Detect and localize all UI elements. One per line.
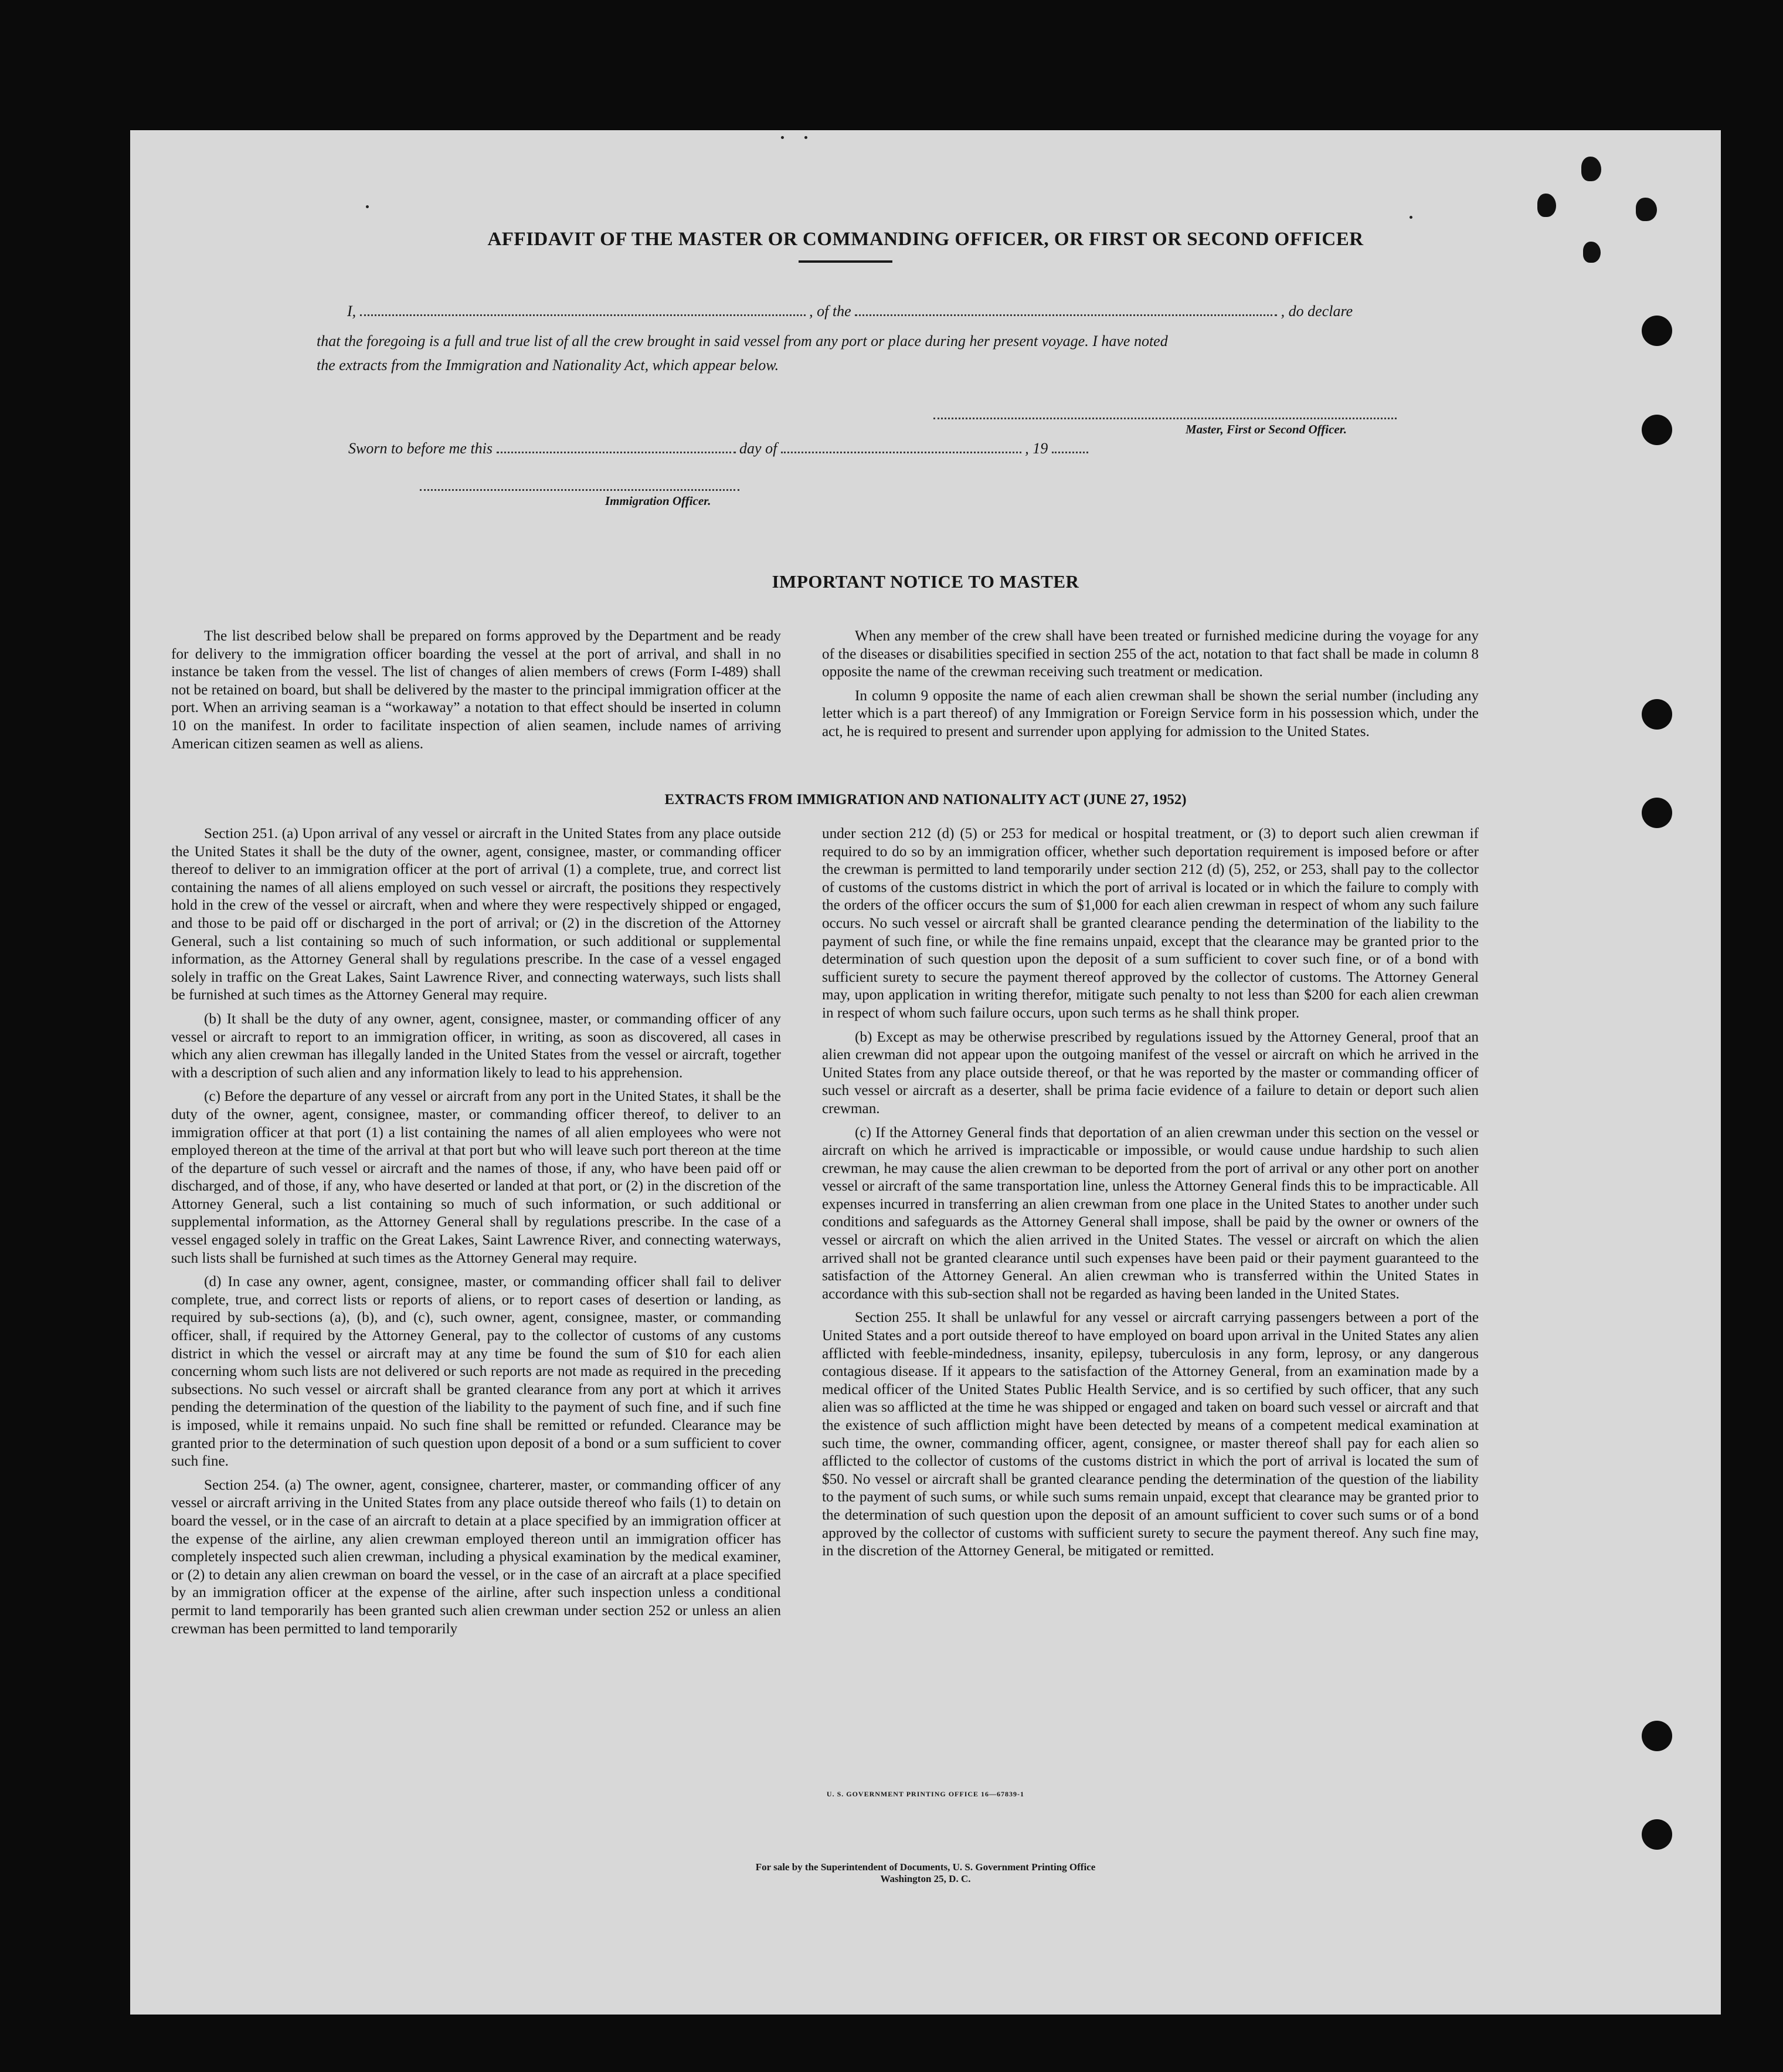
- ink-blot: [1537, 194, 1556, 217]
- sworn-label: Sworn to before me this: [348, 440, 493, 457]
- notice-left-paragraph: The list described below shall be prepared on forms approved by the Department and be ready for delivery to the immigration officer boarding the vessel at the port of arrival, and shall in no instance be taken from the vessel. The list of changes of alien members of crews (Form I-489) shall not be retained on board, but shall be delivered by the master to the principal immigration officer at the port. When an arriving seaman is a “workaway” a notation to that effect should be inserted in column 10 on the manifest. In order to facilitate inspection of alien seamen, include names of arriving American citizen seamen as well as aliens.: [171, 628, 781, 752]
- binder-hole: [1642, 1819, 1672, 1850]
- affidavit-i-label: I,: [347, 303, 356, 320]
- printer-imprint: U. S. GOVERNMENT PRINTING OFFICE 16—67839-1: [826, 1790, 1025, 1798]
- speck: [804, 136, 807, 139]
- binder-hole: [1642, 1721, 1672, 1751]
- ink-blot: [1581, 157, 1601, 181]
- speck: [781, 136, 784, 139]
- extracts-right-column: [822, 825, 1479, 1566]
- extract-paragraph: Section 251. (a) Upon arrival of any vessel or aircraft in the United States from any place outside the United States it shall be the duty of the owner, agent, consignee, master, or commanding officer thereof to deliver to an immigration officer at the port of arrival (1) a complete, true, and correct list containing the names of all aliens employed on such vessel or aircraft, the positions they respectively hold in the crew of the vessel or aircraft, when and where they were respectively shipped or engaged, and those to be paid off or discharged in the port of arrival; or (2) in the discretion of the Attorney General, such a list containing so much of such information, or such additional or supplemental information, as the Attorney General shall by regulations prescribe. In the case of a vessel engaged solely in traffic on the Great Lakes, Saint Lawrence River, and connecting waterways, such lists shall be furnished at such times as the Attorney General may require.: [171, 826, 781, 1003]
- footer-line-2: Washington 25, D. C.: [880, 1873, 971, 1884]
- affidavit-line-3: the extracts from the Immigration and Nationality Act, which appear below.: [317, 357, 779, 374]
- footer-line-1: For sale by the Superintendent of Documents, U. S. Government Printing Office: [755, 1861, 1096, 1873]
- notice-right-column: [822, 628, 1479, 747]
- master-signature-line[interactable]: [933, 418, 1397, 419]
- footer: [130, 1861, 1721, 1885]
- binder-hole: [1642, 316, 1672, 346]
- binder-hole: [1642, 415, 1672, 445]
- master-name-field[interactable]: [360, 314, 806, 316]
- vessel-name-field[interactable]: [855, 314, 1277, 316]
- notice-left-column: [171, 628, 781, 759]
- notice-right-paragraph-1: When any member of the crew shall have been treated or furnished medicine during the voyage for any of the diseases or disabilities specified in section 255 of the act, notation to that fact shall be made in column 8 opposite the name of the crewman receiving such treatment or medication.: [822, 628, 1479, 680]
- ink-blot: [1636, 198, 1657, 221]
- affidavit-of-the-label: , of the: [809, 303, 851, 320]
- title-underline: [799, 260, 892, 263]
- affidavit-line-2: that the foregoing is a full and true list of all the crew brought in said vessel from any port or place during her present voyage. I have noted: [317, 333, 1168, 350]
- notice-right-paragraph-2: In column 9 opposite the name of each alien crewman shall be shown the serial number (including any letter which is a part thereof) of any Immigration or Foreign Service form in his possession which, under the act, he is required to present and surrender upon applying for admission to the United States.: [822, 687, 1479, 740]
- binder-hole: [1642, 699, 1672, 730]
- extract-paragraph: (b) It shall be the duty of any owner, agent, consignee, master, or commanding officer of any vessel or aircraft to report to an immigration officer, in writing, as soon as discovered, all cases in which any alien crewman has illegally landed in the United States from the vessel or aircraft, together with a description of such alien and any information likely to lead to his apprehension.: [171, 1010, 781, 1081]
- extract-paragraph: under section 212 (d) (5) or 253 for medical or hospital treatment, or (3) to deport such alien crewman if required to do so by an immigration officer, whether such deportation requirement is imposed before or after the crewman is permitted to land temporarily under section 212 (d) (5), 252, or 253, shall pay to the collector of customs of the customs district in which the port of arrival is located or in which the failure to comply with the orders of the officer occurs the sum of $1,000 for each alien crewman in respect of whom any such failure occurs. No such vessel or aircraft shall be granted clearance pending the determination of the liability to the payment of such fine, or while the fine remains unpaid, except that the clearance may be granted prior to the determination of such question upon the deposit of a sum sufficient to cover such fine, or of a bond with sufficient surety to secure the payment thereof approved by the collector of customs. The Attorney General may, upon application in writing therefor, mitigate such penalty to not less than $200 for each alien crewman in respect of whom such failure occurs, upon such terms as he shall think proper.: [822, 826, 1479, 1021]
- master-signature-caption: Master, First or Second Officer.: [1186, 422, 1347, 436]
- affidavit-title: AFFIDAVIT OF THE MASTER OR COMMANDING OFFICER, OR FIRST OR SECOND OFFICER: [487, 229, 1364, 250]
- notice-title: IMPORTANT NOTICE TO MASTER: [772, 571, 1079, 592]
- extract-paragraph: (b) Except as may be otherwise prescribed by regulations issued by the Attorney General, proof that an alien crewman did not appear upon the outgoing manifest of the vessel or aircraft on which he arrived in the United States from any place outside thereof, or that he was reported by the master or commanding officer of such vessel or aircraft as a deserter, shall be prima facie evidence of a failure to detain or deport such alien crewman.: [822, 1029, 1479, 1117]
- extract-paragraph: Section 255. It shall be unlawful for any vessel or aircraft carrying passengers between a port of the United States and a port outside thereof to have employed on board upon arrival in the United States any alien afflicted with feeble-mindedness, insanity, epilepsy, tuberculosis in any form, leprosy, or any dangerous contagious disease. If it appears to the satisfaction of the Attorney General, from an examination made by a medical officer of the United States Public Health Service, and is so certified by such officer, that any such alien was so afflicted at the time he was shipped or engaged and taken on board such vessel or aircraft and that the existence of such affliction might have been detected by means of a competent medical examination at such time, the owner, commanding officer, agent, consignee, or master thereof shall pay for each alien so afflicted to the collector of customs of the customs district in which the port of arrival is located the sum of $50. No vessel or aircraft shall be granted clearance pending the determination of the question of the liability to the payment of such sums, or while such sums remain unpaid, except that clearance may be granted prior to the determination of such question upon the deposit of an amount sufficient to cover such sums or of a bond approved by the collector of customs with sufficient surety to secure the payment thereof. Any such fine may, in the discretion of the Attorney General, be mitigated or remitted.: [822, 1310, 1479, 1559]
- sworn-month-field[interactable]: [781, 451, 1021, 453]
- officer-signature-caption: Immigration Officer.: [605, 494, 711, 508]
- officer-signature-line[interactable]: [420, 489, 739, 491]
- sworn-year-field[interactable]: [1052, 451, 1088, 453]
- speck: [1410, 216, 1412, 219]
- extract-paragraph: (c) If the Attorney General finds that deportation of an alien crewman under this section on the vessel or aircraft on which he arrived is impracticable or impossible, or would cause undue hardship to such alien crewman, he may cause the alien crewman to be deported from the port of arrival or any other port on another vessel or aircraft of the same transportation line, unless the Attorney General finds this to be impracticable. All expenses incurred in transferring an alien crewman from one place in the United States to another under such conditions and safeguards as the Attorney General shall impose, shall be paid by the owner or owners of the vessel or aircraft on which the alien arrived in the United States. The vessel or aircraft on which the alien arrived shall not be granted clearance until such expenses have been paid or their payment guaranteed to the satisfaction of the Attorney General. An alien crewman who is transferred within the United States in accordance with this sub-section shall not be regarded as having been landed in the United States.: [822, 1124, 1479, 1302]
- extract-paragraph: Section 254. (a) The owner, agent, consignee, charterer, master, or commanding officer of any vessel or aircraft arriving in the United States from any place outside thereof who fails (1) to detain on board the vessel, or in the case of an aircraft to detain at a place specified by an immigration officer at the expense of the airline, any alien crewman employed thereon until an immigration officer has completely inspected such alien crewman, including a physical examination by the medical examiner, or (2) to detain any alien crewman on board the vessel, or in the case of an aircraft at a place specified by an immigration officer at the expense of the airline, after such inspection unless a conditional permit to land temporarily has been granted such alien crewman under section 252 or unless an alien crewman has been permitted to land temporarily: [171, 1477, 781, 1637]
- extract-paragraph: (c) Before the departure of any vessel or aircraft from any port in the United States, it shall be the duty of the owner, agent, consignee, master, or commanding officer thereof, to deliver to an immigration officer at that port (1) a list containing the names of all alien employees who were not employed thereon at the time of the arrival at that port but who will leave such port thereon at the time of the departure of such vessel or aircraft and the names of those, if any, who have been paid off or discharged, and of those, if any, who have deserted or landed at that port, or (2) in the discretion of the Attorney General, such a list containing so much of such information, or such additional or supplemental information, as the Attorney General shall by regulations prescribe. In the case of a vessel engaged solely in traffic on the Great Lakes, Saint Lawrence River, and connecting waterways, such lists shall be furnished at such times as the Attorney General may require.: [171, 1088, 781, 1266]
- affidavit-declaration-line: [347, 303, 1353, 320]
- extract-paragraph: (d) In case any owner, agent, consignee, master, or commanding officer shall fail to deliver complete, true, and correct lists or reports of aliens, or to report cases of desertion or landing, as required by sub-sections (a), (b), and (c), such owner, agent, consignee, master, or commanding officer, shall, if required by the Attorney General, pay to the collector of customs of any customs district in which the vessel or aircraft may at any time be found the sum of $10 for each alien concerning whom such lists are not delivered or such reports are not made as required in the preceding subsections. No such vessel or aircraft shall be granted clearance from any port at which it arrives pending the determination of the question of the liability to the payment of such fine, and if such fine is imposed, while it remains unpaid. No such fine shall be remitted or refunded. Clearance may be granted prior to the determination of such question upon deposit of a bond or a sum sufficient to cover such fine.: [171, 1274, 781, 1470]
- form-page: [130, 130, 1721, 2015]
- sworn-line: [348, 440, 1088, 457]
- affidavit-declare-label: , do declare: [1281, 303, 1353, 320]
- sworn-day-field[interactable]: [497, 451, 736, 453]
- day-of-label: day of: [739, 440, 777, 457]
- speck: [366, 205, 369, 208]
- year-label: , 19: [1025, 440, 1048, 457]
- extracts-left-column: [171, 825, 781, 1644]
- extracts-title: EXTRACTS FROM IMMIGRATION AND NATIONALITY ACT (JUNE 27, 1952): [664, 792, 1187, 808]
